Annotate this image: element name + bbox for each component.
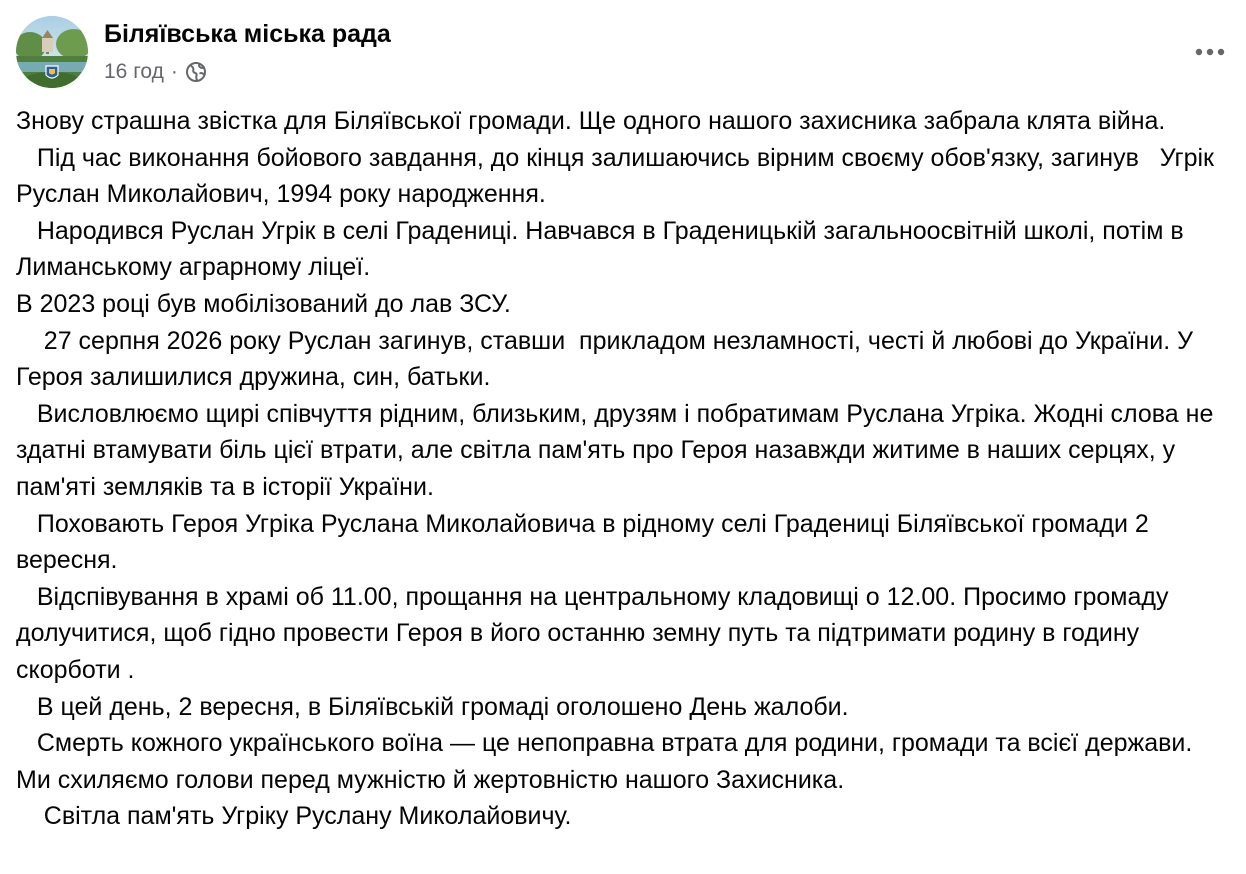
more-horizontal-icon: [1195, 48, 1225, 56]
meta-separator: ·: [170, 60, 178, 83]
post-meta: [104, 60, 207, 84]
post-header: [16, 16, 1230, 88]
page-avatar-logo: [16, 16, 88, 88]
page-name[interactable]: Біляївська міська рада: [104, 20, 391, 48]
post-timestamp[interactable]: 16 год: [104, 60, 164, 83]
globe-icon[interactable]: [185, 61, 207, 83]
post-text: Знову страшна звістка для Біляївської громади. Ще одного нашого захисника забрала клята війна. Під час виконання бойового завдання, до кінця залишаючись вірним своєму обов'язку, загинув Угрік Руслан Миколайович, 1994 року народження. Народився Руслан Угрік в селі Градениці. Навчався в Граденицькій загальноосвітній школі, потім в Лиманському аграрному ліцеї. В 2023 році був мобілізований до лав ЗСУ. 27 серпня 2026 року Руслан загинув, ставши прикладом незламності, честі й любові до України. У Героя залишилися дружина, син, батьки. Висловлюємо щирі співчуття рідним, близьким, друзям і побратимам Руслана Угріка. Жодні слова не здатні втамувати біль цієї втрати, але світла пам'ять про Героя назавжди житиме в наших серцях, у пам'яті земляків та в історії України. Поховають Героя Угріка Руслана Миколайовича в рідному селі Градениці Біляївської громади 2 вересня. Відспівування в храмі об 11.00, прощання на центральному кладовищі о 12.00. Просимо громаду долучитися, щоб гідно провести Героя в його останню земну путь та підтримати родину в годину скорботи . В цей день, 2 вересня, в Біляївській громаді оголошено День жалоби. Смерть кожного українського воїна — це непоправна втрата для родини, громади та всієї держави. Ми схиляємо голови перед мужністю й жертовністю нашого Захисника. Світла пам'ять Угріку Руслану Миколайовичу.: [16, 107, 1214, 831]
more-options-button[interactable]: [1190, 38, 1230, 66]
page-avatar[interactable]: [16, 16, 88, 88]
